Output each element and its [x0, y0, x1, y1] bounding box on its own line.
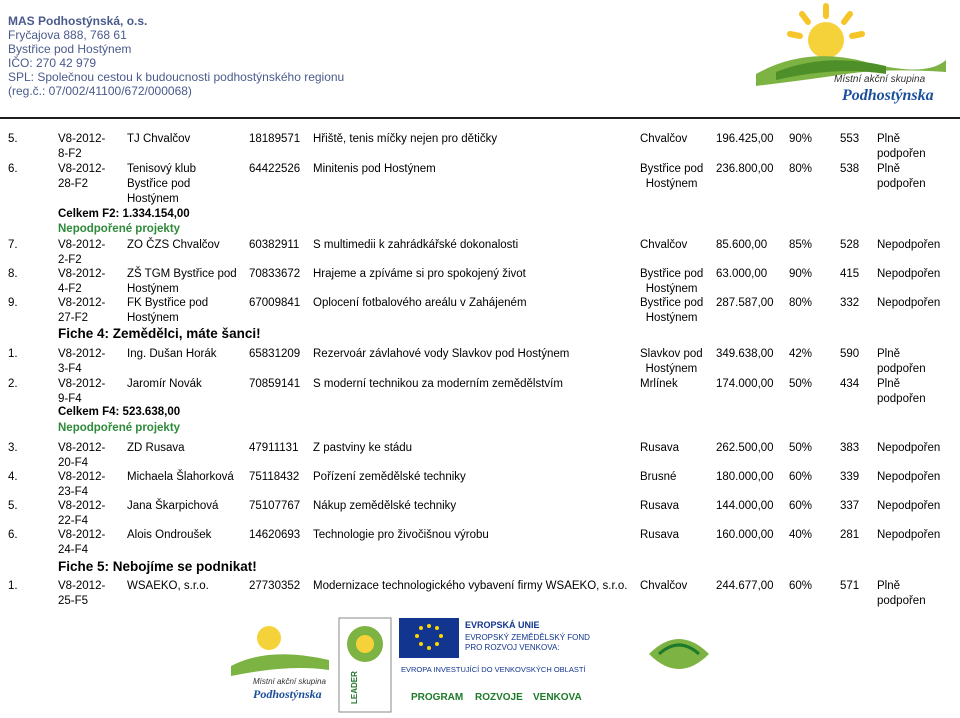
- svg-text:LEADER: LEADER: [350, 671, 359, 704]
- project-location: [640, 296, 703, 326]
- funding-result-line: Nepodpořen: [877, 500, 941, 512]
- leader-logo: [339, 618, 391, 712]
- project-location: [640, 347, 703, 377]
- sun-icon: [790, 6, 862, 58]
- registration-number: (reg.č.: 07/002/41100/672/000068): [8, 84, 192, 98]
- applicant-name: [127, 347, 217, 362]
- project-title: Technologie pro živočišnou výrobu: [313, 529, 489, 541]
- project-title: Hřiště, tenis míčky nejen pro dětičky: [313, 133, 498, 145]
- funding-result: [877, 470, 940, 485]
- project-score: 434: [840, 378, 860, 390]
- subsidy-percent: 60%: [789, 500, 813, 512]
- svg-text:PRO ROZVOJ VENKOVA:: PRO ROZVOJ VENKOVA:: [465, 643, 560, 652]
- project-code-line: V8-2012-: [58, 133, 106, 145]
- project-code-line: V8-2012-: [58, 580, 106, 592]
- row-number: 5.: [8, 500, 18, 512]
- project-amount: 174.000,00: [716, 378, 774, 390]
- applicant-name-line: Michaela Šlahorková: [127, 471, 234, 483]
- funding-result: [877, 132, 926, 162]
- applicant-name: [127, 377, 202, 392]
- applicant-name: [127, 441, 185, 456]
- funding-result: [877, 441, 940, 456]
- project-code-line: 28-F2: [58, 178, 89, 190]
- applicant-name: [127, 470, 234, 485]
- applicant-name-line: Jaromír Novák: [127, 378, 202, 390]
- applicant-ico: 75118432: [249, 471, 300, 483]
- project-code: [58, 499, 105, 529]
- applicant-ico: 70859141: [249, 378, 301, 390]
- applicant-ico: 75107767: [249, 500, 301, 512]
- project-code: [58, 470, 105, 500]
- project-score: 538: [840, 163, 860, 175]
- f5-heading: Fiche 5: Nebojíme se podnikat!: [58, 559, 257, 574]
- subsidy-percent: 50%: [789, 378, 813, 390]
- project-location: [640, 377, 678, 392]
- project-code-line: 8-F2: [58, 148, 82, 160]
- funding-result-line: Plně: [877, 133, 901, 145]
- funding-result: [877, 238, 940, 253]
- project-score: 553: [840, 133, 860, 145]
- project-code-line: V8-2012-: [58, 500, 106, 512]
- project-code: [58, 132, 105, 162]
- project-location: [640, 470, 676, 485]
- f4-total: Celkem F4: 523.638,00: [58, 406, 181, 418]
- project-title: Hrajeme a zpíváme si pro spokojený život: [313, 268, 526, 280]
- table-row: [0, 377, 960, 407]
- project-code-line: 23-F4: [58, 486, 89, 498]
- project-score: 339: [840, 471, 860, 483]
- project-code-line: V8-2012-: [58, 378, 106, 390]
- project-code: [58, 579, 105, 609]
- project-location: [640, 267, 703, 297]
- project-location-line: Chvalčov: [640, 239, 688, 251]
- project-location-line: Bystřice pod: [640, 268, 704, 280]
- eu-logo: [399, 618, 590, 674]
- mas-logo-bottom: [231, 626, 329, 701]
- project-code-line: 25-F5: [58, 595, 89, 607]
- project-location: [640, 132, 687, 147]
- project-amount: 287.587,00: [716, 297, 774, 309]
- svg-text:Podhostýnska: Podhostýnska: [253, 687, 322, 701]
- project-amount: 85.600,00: [716, 239, 768, 251]
- subsidy-percent: 85%: [789, 239, 813, 251]
- project-code-line: 2-F2: [58, 254, 82, 266]
- funding-result-line: podpořen: [877, 595, 926, 607]
- svg-text:PROGRAM: PROGRAM: [411, 692, 464, 703]
- applicant-name-line: Jana Škarpichová: [127, 500, 219, 512]
- applicant-name: [127, 528, 211, 543]
- project-location: [640, 579, 687, 594]
- applicant-name-line: Bystřice pod: [127, 178, 191, 190]
- row-number: 9.: [8, 297, 18, 309]
- funding-result-line: Plně: [877, 378, 901, 390]
- funding-result-line: Nepodpořen: [877, 471, 941, 483]
- mas-label: Místní akční skupina: [834, 74, 926, 85]
- project-location-line: Rusava: [640, 500, 679, 512]
- applicant-name: [127, 579, 209, 594]
- funding-result-line: Nepodpořen: [877, 268, 941, 280]
- project-title: S moderní technikou za moderním zemědělstvím: [313, 378, 563, 390]
- project-score: 337: [840, 500, 860, 512]
- applicant-name-line: TJ Chvalčov: [127, 133, 191, 145]
- project-title: Rezervoár závlahové vody Slavkov pod Hostýnem: [313, 348, 570, 360]
- subsidy-percent: 60%: [789, 580, 813, 592]
- project-location-line: Mrlínek: [640, 378, 678, 390]
- project-code-line: 22-F4: [58, 515, 89, 527]
- row-number: 1.: [8, 348, 18, 360]
- project-amount: 180.000,00: [716, 471, 774, 483]
- row-number: 6.: [8, 529, 18, 541]
- funding-result: [877, 499, 940, 514]
- row-number: 8.: [8, 268, 18, 280]
- project-code-line: V8-2012-: [58, 297, 106, 309]
- funding-result: [877, 296, 940, 311]
- project-code-line: V8-2012-: [58, 163, 106, 175]
- table-row: [0, 470, 960, 500]
- f2-not-supported-label: Nepodpořené projekty: [58, 223, 181, 235]
- funding-result-line: podpořen: [877, 148, 926, 160]
- spl-name: SPL: Společnou cestou k budoucnosti podhostýnského regionu: [8, 70, 345, 84]
- project-amount: 262.500,00: [716, 442, 774, 454]
- project-score: 281: [840, 529, 860, 541]
- funding-result-line: podpořen: [877, 178, 926, 190]
- project-code: [58, 528, 105, 558]
- project-title: Z pastviny ke stádu: [313, 442, 413, 454]
- applicant-ico: 64422526: [249, 163, 301, 175]
- applicant-name-line: ZŠ TGM Bystřice pod: [127, 268, 237, 280]
- project-location-line: Hostýnem: [645, 363, 698, 375]
- project-code-line: V8-2012-: [58, 268, 106, 280]
- row-number: 4.: [8, 471, 18, 483]
- applicant-ico: 18189571: [249, 133, 301, 145]
- svg-text:ROZVOJE: ROZVOJE: [475, 692, 523, 703]
- applicant-name-line: FK Bystřice pod: [127, 297, 209, 309]
- project-location-line: Chvalčov: [640, 133, 688, 145]
- project-title: S multimedii k zahrádkářské dokonalosti: [313, 239, 519, 251]
- table-row: [0, 238, 960, 268]
- row-number: 5.: [8, 133, 18, 145]
- applicant-name: [127, 162, 196, 207]
- applicant-name-line: Alois Ondroušek: [127, 529, 212, 541]
- project-code-line: 9-F4: [58, 393, 82, 405]
- applicant-name: [127, 499, 218, 514]
- project-title: Nákup zemědělské techniky: [313, 500, 457, 512]
- project-code-line: V8-2012-: [58, 529, 106, 541]
- project-title: Modernizace technologického vybavení firmy WSAEKO, s.r.o.: [313, 580, 628, 592]
- row-number: 7.: [8, 239, 18, 251]
- f2-total: Celkem F2: 1.334.154,00: [58, 208, 190, 220]
- project-code-line: 4-F2: [58, 283, 82, 295]
- applicant-ico: 65831209: [249, 348, 301, 360]
- subsidy-percent: 80%: [789, 297, 813, 309]
- applicant-name: [127, 238, 220, 253]
- subsidy-percent: 50%: [789, 442, 813, 454]
- project-code: [58, 377, 105, 407]
- project-location: [640, 441, 679, 456]
- project-code-line: V8-2012-: [58, 442, 106, 454]
- project-amount: 349.638,00: [716, 348, 774, 360]
- applicant-name-line: Ing. Dušan Horák: [127, 348, 217, 360]
- project-title: Minitenis pod Hostýnem: [313, 163, 436, 175]
- project-code-line: 27-F2: [58, 312, 89, 324]
- funding-result-line: podpořen: [877, 363, 926, 375]
- project-score: 383: [840, 442, 860, 454]
- funding-result-line: Plně: [877, 163, 901, 175]
- project-amount: 244.677,00: [716, 580, 774, 592]
- project-code-line: V8-2012-: [58, 239, 106, 251]
- mas-logo-top: [746, 2, 960, 110]
- project-location-line: Brusné: [640, 471, 677, 483]
- funding-result-line: Nepodpořen: [877, 442, 941, 454]
- applicant-name: [127, 132, 190, 147]
- svg-text:Místní akční skupina: Místní akční skupina: [253, 677, 326, 686]
- subsidy-percent: 60%: [789, 471, 813, 483]
- applicant-ico: 47911131: [249, 442, 299, 454]
- project-location-line: Bystřice pod: [640, 297, 704, 309]
- table-row: [0, 499, 960, 529]
- org-name: MAS Podhostýnská, o.s.: [8, 14, 148, 28]
- address-city: Bystřice pod Hostýnem: [8, 42, 132, 56]
- project-amount: 63.000,00: [716, 268, 768, 280]
- row-number: 1.: [8, 580, 18, 592]
- svg-text:EVROPA INVESTUJÍCÍ DO VENKOVSK: EVROPA INVESTUJÍCÍ DO VENKOVSKÝCH OBLASTÍ: [401, 665, 586, 674]
- row-number: 6.: [8, 163, 18, 175]
- subsidy-percent: 80%: [789, 163, 813, 175]
- project-location: [640, 238, 687, 253]
- svg-text:VENKOVA: VENKOVA: [533, 692, 582, 703]
- table-row: [0, 579, 960, 609]
- project-code-line: 3-F4: [58, 363, 82, 375]
- project-title: Pořízení zemědělské techniky: [313, 471, 466, 483]
- subsidy-percent: 42%: [789, 348, 813, 360]
- row-number: 2.: [8, 378, 18, 390]
- table-row: [0, 132, 960, 162]
- project-score: 415: [840, 268, 860, 280]
- ico-number: IČO: 270 42 979: [8, 56, 97, 70]
- project-amount: 196.425,00: [716, 133, 774, 145]
- funding-result-line: Nepodpořen: [877, 297, 941, 309]
- subsidy-percent: 40%: [789, 529, 813, 541]
- applicant-name-line: Hostýnem: [127, 193, 179, 205]
- project-score: 528: [840, 239, 860, 251]
- funding-result-line: Plně: [877, 348, 901, 360]
- header-divider: [0, 117, 960, 119]
- applicant-name-line: Hostýnem: [127, 283, 179, 295]
- project-location-line: Rusava: [640, 529, 679, 541]
- funding-result: [877, 162, 926, 192]
- applicant-ico: 60382911: [249, 239, 300, 251]
- f4-not-supported-label: Nepodpořené projekty: [58, 422, 181, 434]
- applicant-ico: 70833672: [249, 268, 301, 280]
- funding-result: [877, 579, 926, 609]
- funding-result-line: Nepodpořen: [877, 239, 941, 251]
- subsidy-percent: 90%: [789, 133, 813, 145]
- address-street: Fryčajova 888, 768 61: [8, 28, 127, 42]
- applicant-ico: 27730352: [249, 580, 301, 592]
- funding-result-line: podpořen: [877, 393, 926, 405]
- project-amount: 236.800,00: [716, 163, 774, 175]
- table-row: [0, 162, 960, 205]
- project-code: [58, 296, 105, 326]
- project-code: [58, 347, 105, 377]
- project-code: [58, 162, 105, 192]
- project-score: 332: [840, 297, 860, 309]
- applicant-ico: 14620693: [249, 529, 301, 541]
- project-location-line: Hostýnem: [645, 283, 698, 295]
- funding-result-line: Plně: [877, 580, 901, 592]
- table-row: [0, 296, 960, 326]
- funding-logos: [229, 614, 731, 716]
- project-code: [58, 267, 105, 297]
- project-location: [640, 162, 703, 192]
- project-code: [58, 441, 105, 471]
- svg-text:EVROPSKÁ UNIE: EVROPSKÁ UNIE: [465, 620, 540, 630]
- project-code-line: 24-F4: [58, 544, 89, 556]
- project-code: [58, 238, 105, 268]
- project-location-line: Hostýnem: [645, 312, 698, 324]
- project-location-line: Hostýnem: [645, 178, 698, 190]
- project-score: 571: [840, 580, 860, 592]
- mas-title: Podhostýnska: [842, 87, 934, 104]
- project-location-line: Rusava: [640, 442, 679, 454]
- table-row: [0, 528, 960, 558]
- applicant-ico: 67009841: [249, 297, 301, 309]
- funding-result: [877, 528, 940, 543]
- applicant-name-line: Hostýnem: [127, 312, 179, 324]
- row-number: 3.: [8, 442, 18, 454]
- table-row: [0, 267, 960, 297]
- applicant-name: [127, 267, 237, 297]
- document-header: [8, 14, 608, 98]
- project-title: Oplocení fotbalového areálu v Zahájeném: [313, 297, 527, 309]
- project-code-line: V8-2012-: [58, 348, 106, 360]
- funding-result: [877, 377, 926, 407]
- applicant-name-line: WSAEKO, s.r.o.: [127, 580, 209, 592]
- applicant-name-line: ZO ČZS Chvalčov: [127, 239, 220, 251]
- applicant-name: [127, 296, 208, 326]
- table-row: [0, 347, 960, 377]
- project-location-line: Chvalčov: [640, 580, 688, 592]
- project-amount: 144.000,00: [716, 500, 774, 512]
- table-row: [0, 441, 960, 471]
- project-location-line: Slavkov pod: [640, 348, 703, 360]
- project-score: 590: [840, 348, 860, 360]
- project-location: [640, 528, 679, 543]
- funding-result: [877, 267, 940, 282]
- funding-result: [877, 347, 926, 377]
- project-code-line: V8-2012-: [58, 471, 106, 483]
- f4-heading: Fiche 4: Zemědělci, máte šanci!: [58, 326, 261, 341]
- subsidy-percent: 90%: [789, 268, 813, 280]
- svg-text:EVROPSKÝ ZEMĚDĚLSKÝ FOND: EVROPSKÝ ZEMĚDĚLSKÝ FOND: [465, 633, 590, 642]
- project-code-line: 20-F4: [58, 457, 89, 469]
- project-location: [640, 499, 679, 514]
- project-amount: 160.000,00: [716, 529, 774, 541]
- applicant-name-line: Tenisový klub: [127, 163, 197, 175]
- project-location-line: Bystřice pod: [640, 163, 704, 175]
- funding-result-line: Nepodpořen: [877, 529, 941, 541]
- applicant-name-line: ZD Rusava: [127, 442, 185, 454]
